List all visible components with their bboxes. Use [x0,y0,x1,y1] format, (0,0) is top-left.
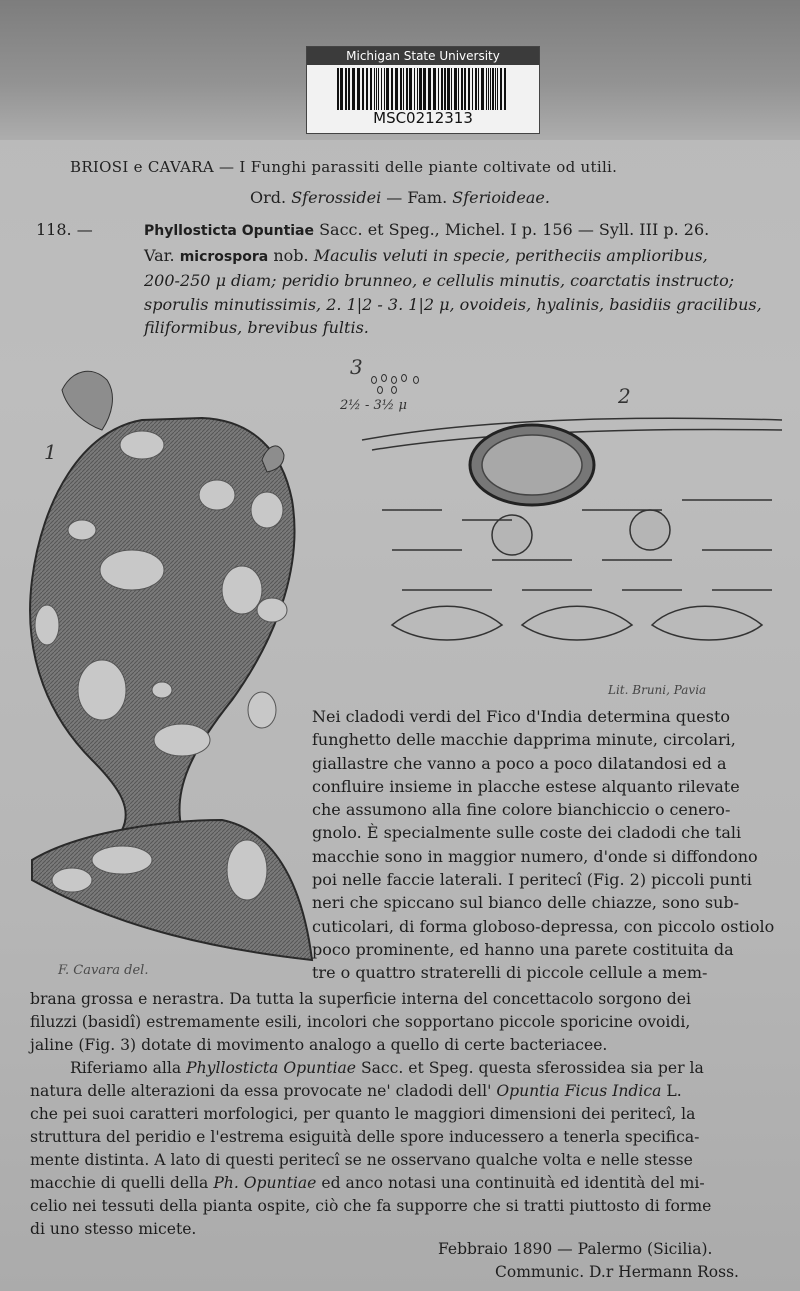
text-line: poi nelle faccie laterali. I peritecî (Fig. 2) piccoli punti [312,870,752,890]
text-line: di uno stesso micete. [30,1220,197,1238]
figure-label-2: 2 [618,384,631,408]
text-line: brana grossa e nerastra. Da tutta la superficie interna del concettacolo sorgono dei [30,990,692,1008]
species-citation: Sacc. et Speg., Michel. I p. 156 — Syll. III p. 26. [319,220,710,239]
text-span: L. [661,1082,682,1100]
taxon-name: Ph. Opuntiae [213,1174,317,1192]
variety-author: nob. [273,245,309,265]
spore-scale: 2½ - 3½ μ [340,398,407,413]
order-prefix: Ord. [250,188,287,207]
barcode-code: MSC0212313 [373,109,473,127]
text-span: Sacc. et Speg. questa sferossidea sia per la [355,1059,704,1077]
text-line: che pei suoi caratteri morfologici, per quanto le maggiori dimensioni dei peritecî, la [30,1105,696,1123]
illustrator-credit: F. Cavara del. [58,963,149,978]
text-line [30,1172,788,1195]
lithographer-credit: Lit. Bruni, Pavia [608,683,707,697]
species-number: 118. — [36,220,93,239]
text-line: filuzzi (basidî) estremamente esili, incolori che sopportano piccole sporicine ovoidi, [30,1013,691,1031]
text-line: mente distinta. A lato di questi peritecî se ne osservano qualche volta e nelle stesse [30,1151,693,1169]
text-span: Riferiamo alla [70,1059,187,1077]
barcode-bars [337,68,509,110]
text-line: Nei cladodi verdi del Fico d'India determina questo [312,707,731,726]
text-line: struttura del peridio e l'estrema esiguità delle spore inducessero a tenerla specifica- [30,1128,700,1146]
text-line: tre o quattro straterelli di piccole cellule a mem- [312,963,708,983]
diagnosis-line: 200-250 μ diam; peridio brunneo, e cellulis minutis, coarctatis instructo; [144,271,735,290]
figure-label-3: 3 [350,355,363,379]
text-line: jaline (Fig. 3) dotate di movimento analogo a quello di certe bacteriacee. [30,1036,608,1054]
barcode-institution: Michigan State University [307,47,539,65]
variety-name: microspora [179,248,269,265]
spores-drawing [372,375,419,394]
figure-label-1: 1 [44,440,57,464]
description-text-right [312,705,788,985]
taxonomy-line [250,188,550,207]
text-line: giallastre che vanno a poco a poco dilatandosi ed a [312,753,727,773]
text-line: poco prominente, ed hanno una parete costituita da [312,939,734,959]
communicant: Communic. D.r Hermann Ross. [495,1263,739,1281]
text-line: macchie sono in maggior numero, d'onde si diffondono [312,846,758,866]
text-span: macchie di quelli della [30,1174,214,1192]
family-name: Sferioideae. [452,188,550,207]
taxon-name: Phyllosticta Opuntiae [186,1059,356,1077]
barcode-label [306,46,540,134]
text-line: neri che spiccano sul bianco delle chiazze, sono sub- [312,893,740,913]
taxon-name: Opuntia Ficus Indica [496,1082,662,1100]
description-text-full [30,988,788,1241]
variety-prefix: Var. [144,245,175,265]
text-line: celio nei tessuti della pianta ospite, ciò che fa supporre che si tratti piuttosto di forme [30,1197,712,1215]
text-line: confluire insieme in placche estese alquanto rilevate [312,776,740,796]
page-header: BRIOSI e CAVARA — I Funghi parassiti delle piante coltivate od utili. [70,158,618,176]
text-line: cuticolari, di forma globoso-depressa, con piccolo ostiolo [312,916,775,936]
text-line: che assumono alla fine colore bianchiccio o cenero- [312,800,731,820]
species-name: Phyllosticta Opuntiae [144,223,314,239]
diagnosis-line: Maculis veluti in specie, peritheciis amplioribus, [313,245,708,265]
family-prefix: — Fam. [386,188,448,207]
text-line: gnolo. È specialmente sulle coste dei cladodi che tali [312,823,742,843]
diagnosis-line: filiformibus, brevibus fultis. [144,318,369,337]
text-span: natura delle alterazioni da essa provocate ne' cladodi dell' [30,1082,497,1100]
species-entry [36,218,796,340]
text-line [30,1057,788,1080]
cladode-drawing [30,371,312,960]
date-place: Febbraio 1890 — Palermo (Sicilia). [438,1240,713,1258]
diagnosis-line: sporulis minutissimis, 2. 1|2 - 3. 1|2 μ, ovoideis, hyalinis, basidiis gracilibus, [144,294,762,314]
text-span: ed anco notasi una continuità ed identità del mi- [316,1174,705,1192]
text-line: funghetto delle macchie dapprima minute, circolari, [312,730,736,750]
order-name: Sferossidei [291,188,382,207]
perithecium-section-drawing [362,418,782,640]
text-line [30,1080,788,1103]
